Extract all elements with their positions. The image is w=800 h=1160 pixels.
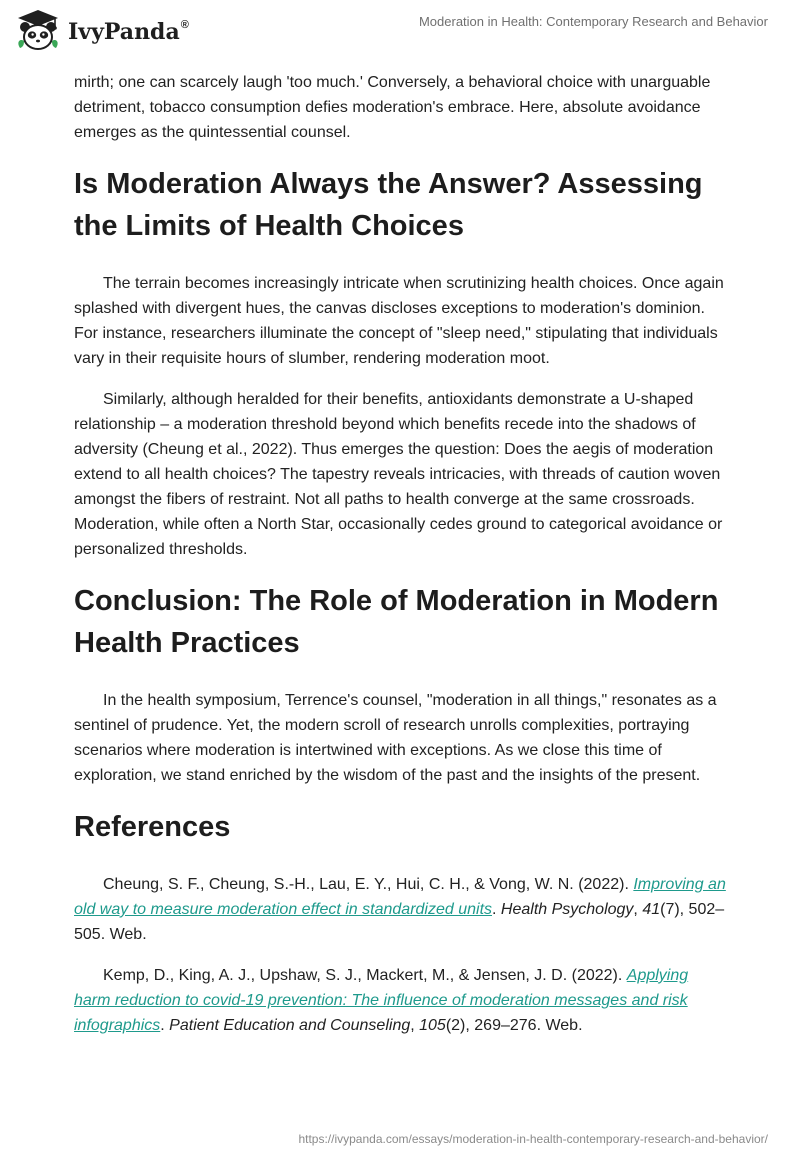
reference-item: Kemp, D., King, A. J., Upshaw, S. J., Mackert, M., & Jensen, J. D. (2022). Applying harm reduction to covid-19 prevention: The influence of moderation messages and risk infographics. Patient Education and Counseling, 105(2), 269–276. Web. bbox=[74, 967, 689, 1034]
reference-title-link[interactable]: Improving an old way to measure moderation effect in standardized units bbox=[74, 876, 726, 918]
article-body bbox=[74, 70, 726, 1054]
reference-authors: Kemp, D., King, A. J., Upshaw, S. J., Mackert, M., & Jensen, J. D. (2022). bbox=[103, 967, 623, 984]
brand-name: IvyPanda® bbox=[68, 19, 189, 45]
reference-item: Cheung, S. F., Cheung, S.-H., Lau, E. Y., Hui, C. H., & Vong, W. N. (2022). Improving an old way to measure moderation effect in standardized units. Health Psychology, 41(7), 502–505. Web. bbox=[74, 876, 726, 943]
reference-issue-pages: (2), 269–276. Web. bbox=[445, 1017, 583, 1034]
document-title: Moderation in Health: Contemporary Research and Behavior bbox=[418, 14, 768, 29]
ivypanda-logo[interactable] bbox=[14, 8, 189, 54]
reference-issue-pages: (7), 502–505. Web. bbox=[74, 901, 725, 943]
reference-volume: 105 bbox=[419, 1017, 446, 1034]
section-limits-paragraph-2: Similarly, although heralded for their benefits, antioxidants demonstrate a U-shaped relationship – a moderation threshold beyond which benefits recede into the shadows of adversity (Cheung et al., 2022). Thus emerges the question: Does the aegis of moderation extend to all health choices? The tapestry reveals intricacies, with threads of caution woven amongst the fibers of restraint. Not all paths to health converge at the same crossroads. Moderation, while often a North Star, occasionally cedes ground to categorical avoidance or personalized thresholds. bbox=[74, 391, 723, 558]
source-url[interactable]: https://ivypanda.com/essays/moderation-in-health-contemporary-research-and-behavior/ bbox=[298, 1132, 768, 1146]
reference-title-link[interactable]: Applying harm reduction to covid-19 prevention: The influence of moderation messages and risk infographics bbox=[74, 967, 689, 1034]
intro-paragraph: mirth; one can scarcely laugh 'too much.' Conversely, a behavioral choice with unarguable detriment, tobacco consumption defies moderation's embrace. Here, absolute avoidance emerges as the quintessential counsel. bbox=[74, 74, 711, 141]
page-header bbox=[0, 0, 800, 70]
reference-authors: Cheung, S. F., Cheung, S.-H., Lau, E. Y., Hui, C. H., & Vong, W. N. (2022). bbox=[103, 876, 629, 893]
section-conclusion-paragraph: In the health symposium, Terrence's counsel, "moderation in all things," resonates as a sentinel of prudence. Yet, the modern scroll of research unrolls complexities, portraying scenarios where moderation is intertwined with exceptions. As we close this time of exploration, we stand enriched by the wisdom of the past and the insights of the present. bbox=[74, 692, 717, 784]
reference-volume: 41 bbox=[642, 901, 661, 918]
section-limits-paragraph-1: The terrain becomes increasingly intricate when scrutinizing health choices. Once again splashed with divergent hues, the canvas discloses exceptions to moderation's dominion. For instance, researchers illuminate the concept of "sleep need," stipulating that individuals vary in their requisite hours of slumber, rendering moderation moot. bbox=[74, 275, 724, 367]
registered-mark: ® bbox=[180, 19, 189, 31]
panda-graduate-icon bbox=[14, 8, 62, 54]
section-heading-limits: Is Moderation Always the Answer? Assessing the Limits of Health Choices bbox=[74, 168, 703, 242]
reference-journal: Patient Education and Counseling bbox=[169, 1017, 411, 1034]
reference-journal: Health Psychology bbox=[500, 901, 634, 918]
section-heading-conclusion: Conclusion: The Role of Moderation in Modern Health Practices bbox=[74, 585, 719, 659]
references-heading: References bbox=[74, 811, 231, 843]
